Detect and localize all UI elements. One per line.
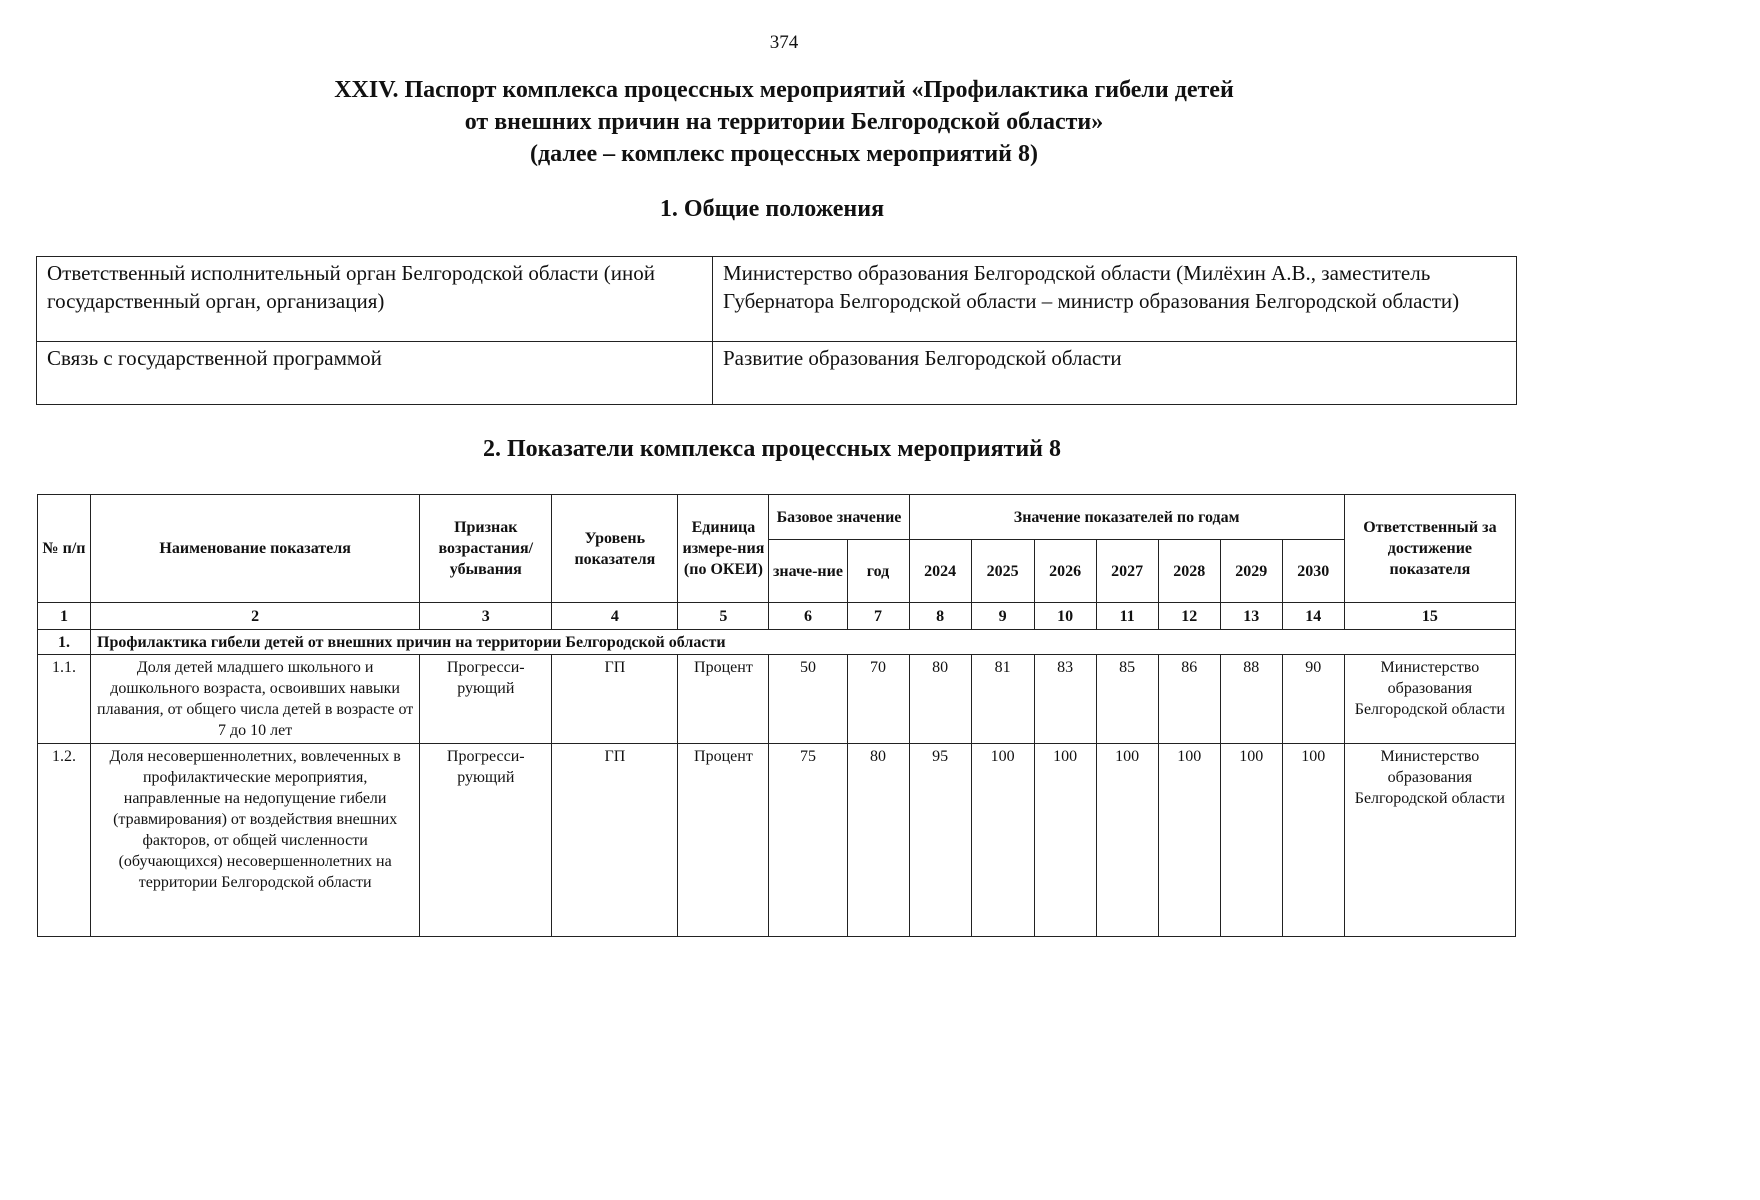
column-number: 11 bbox=[1096, 603, 1158, 630]
responsible-body-label: Ответственный исполнительный орган Белгородской области (иной государственный орган, организация) bbox=[37, 257, 713, 342]
column-number: 1 bbox=[38, 603, 91, 630]
indicator-sign: Прогресси-рующий bbox=[420, 744, 552, 937]
column-number: 2 bbox=[91, 603, 420, 630]
year-value: 100 bbox=[1158, 744, 1220, 937]
column-number: 7 bbox=[847, 603, 909, 630]
year-value: 81 bbox=[971, 655, 1034, 744]
year-value: 100 bbox=[1282, 744, 1344, 937]
header-year: 2025 bbox=[971, 540, 1034, 603]
base-year: 80 bbox=[847, 744, 909, 937]
year-value: 100 bbox=[1034, 744, 1096, 937]
column-number: 14 bbox=[1282, 603, 1344, 630]
row-num: 1.2. bbox=[38, 744, 91, 937]
header-num: № п/п bbox=[38, 495, 91, 603]
column-number: 9 bbox=[971, 603, 1034, 630]
header-base: Базовое значение bbox=[769, 495, 909, 540]
column-number: 3 bbox=[420, 603, 552, 630]
year-value: 88 bbox=[1220, 655, 1282, 744]
header-year: 2030 bbox=[1282, 540, 1344, 603]
responsible: Министерство образования Белгородской области bbox=[1344, 655, 1515, 744]
row-num: 1.1. bbox=[38, 655, 91, 744]
table-row bbox=[37, 342, 1517, 405]
header-year: 2027 bbox=[1096, 540, 1158, 603]
column-number: 15 bbox=[1344, 603, 1515, 630]
header-base-value: значе-ние bbox=[769, 540, 847, 603]
indicator-level: ГП bbox=[552, 744, 678, 937]
section-1-heading: 1. Общие положения bbox=[659, 196, 885, 222]
program-link-value: Развитие образования Белгородской области bbox=[713, 342, 1517, 405]
header-base-year: год bbox=[847, 540, 909, 603]
responsible-body-value: Министерство образования Белгородской области (Милёхин А.В., заместитель Губернатора Белгородской области – министр образования Белгородской области) bbox=[713, 257, 1517, 342]
year-value: 90 bbox=[1282, 655, 1344, 744]
header-years-group: Значение показателей по годам bbox=[909, 495, 1344, 540]
table-row bbox=[38, 744, 1516, 937]
base-value: 75 bbox=[769, 744, 847, 937]
indicator-unit: Процент bbox=[678, 744, 769, 937]
year-value: 95 bbox=[909, 744, 971, 937]
column-number: 5 bbox=[678, 603, 769, 630]
document-title-line-3: (далее – комплекс процессных мероприятий 8) bbox=[530, 141, 1038, 167]
header-name: Наименование показателя bbox=[91, 495, 420, 603]
header-unit: Единица измере-ния (по ОКЕИ) bbox=[678, 495, 769, 603]
document-title-line-1: XXIV. Паспорт комплекса процессных мероприятий «Профилактика гибели детей bbox=[334, 77, 1234, 103]
table-row bbox=[37, 257, 1517, 342]
page-number: 374 bbox=[769, 32, 799, 53]
header-responsible: Ответственный за достижение показателя bbox=[1344, 495, 1515, 603]
indicator-sign: Прогресси-рующий bbox=[420, 655, 552, 744]
year-value: 80 bbox=[909, 655, 971, 744]
base-value: 50 bbox=[769, 655, 847, 744]
general-provisions-table bbox=[36, 256, 1517, 405]
section-title: Профилактика гибели детей от внешних причин на территории Белгородской области bbox=[91, 630, 1516, 655]
indicator-name: Доля несовершеннолетних, вовлеченных в профилактические мероприятия, направленные на недопущение гибели (травмирования) от воздействия внешних факторов, от общей численности (обучающихся) несовершеннолетних на территории Белгородской области bbox=[91, 744, 420, 937]
column-number-row bbox=[38, 603, 1516, 630]
header-year: 2026 bbox=[1034, 540, 1096, 603]
indicator-unit: Процент bbox=[678, 655, 769, 744]
base-year: 70 bbox=[847, 655, 909, 744]
year-value: 86 bbox=[1158, 655, 1220, 744]
column-number: 8 bbox=[909, 603, 971, 630]
year-value: 100 bbox=[1220, 744, 1282, 937]
document-title-line-2: от внешних причин на территории Белгородской области» bbox=[464, 109, 1104, 135]
header-year: 2028 bbox=[1158, 540, 1220, 603]
header-row-1 bbox=[38, 495, 1516, 540]
header-year: 2029 bbox=[1220, 540, 1282, 603]
table-row bbox=[38, 655, 1516, 744]
section-2-heading: 2. Показатели комплекса процессных мероприятий 8 bbox=[482, 436, 1061, 462]
column-number: 4 bbox=[552, 603, 678, 630]
section-row bbox=[38, 630, 1516, 655]
indicator-level: ГП bbox=[552, 655, 678, 744]
year-value: 100 bbox=[971, 744, 1034, 937]
indicator-name: Доля детей младшего школьного и дошкольного возраста, освоивших навыки плавания, от общего числа детей в возрасте от 7 до 10 лет bbox=[91, 655, 420, 744]
column-number: 10 bbox=[1034, 603, 1096, 630]
column-number: 13 bbox=[1220, 603, 1282, 630]
header-sign: Признак возрастания/ убывания bbox=[420, 495, 552, 603]
section-num: 1. bbox=[38, 630, 91, 655]
year-value: 85 bbox=[1096, 655, 1158, 744]
header-level: Уровень показателя bbox=[552, 495, 678, 603]
year-value: 100 bbox=[1096, 744, 1158, 937]
column-number: 6 bbox=[769, 603, 847, 630]
responsible: Министерство образования Белгородской области bbox=[1344, 744, 1515, 937]
year-value: 83 bbox=[1034, 655, 1096, 744]
column-number: 12 bbox=[1158, 603, 1220, 630]
header-year: 2024 bbox=[909, 540, 971, 603]
program-link-label: Связь с государственной программой bbox=[37, 342, 713, 405]
indicators-table bbox=[37, 494, 1516, 937]
